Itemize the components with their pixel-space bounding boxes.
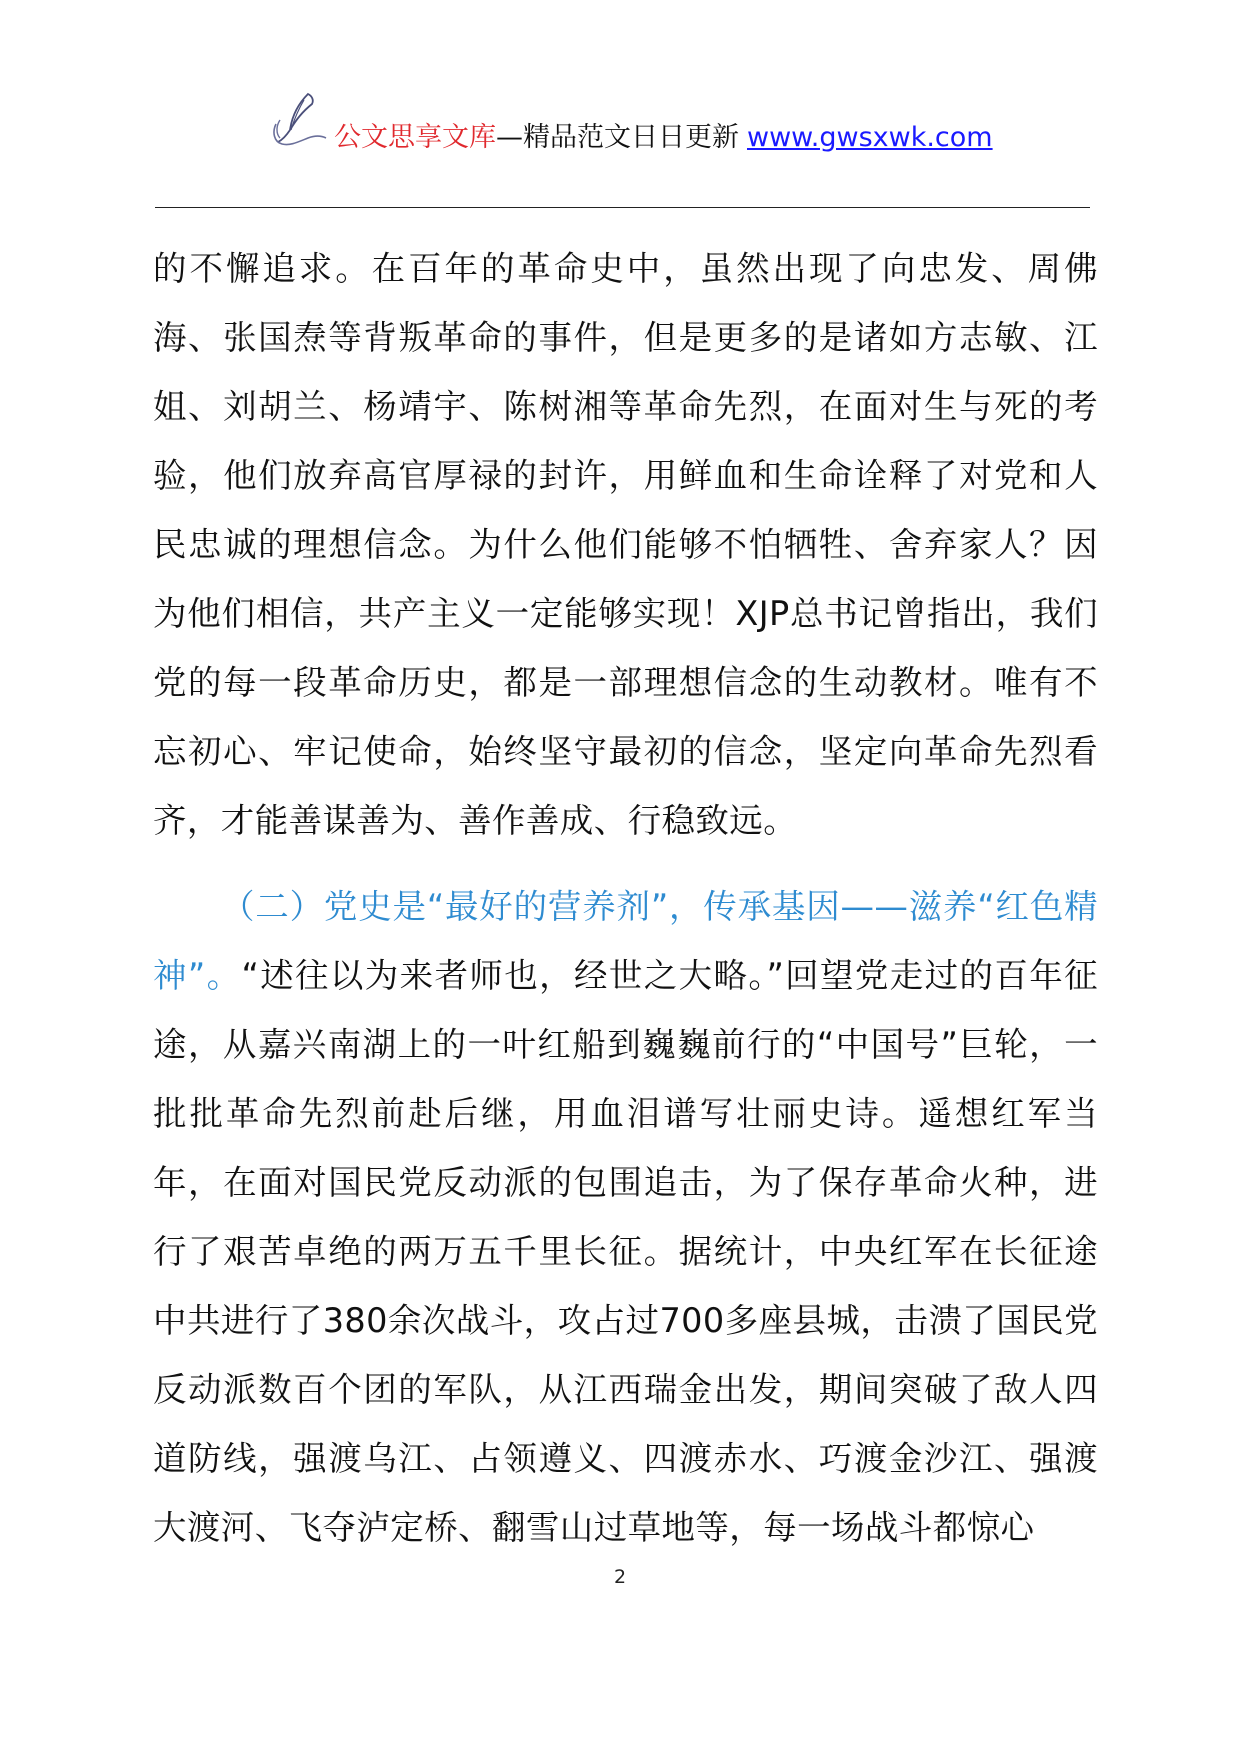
- brand-name: 公文思享文库: [334, 122, 496, 153]
- paragraph-2: [153, 872, 1098, 1562]
- paragraph-1: 的不懈追求。在百年的革命史中，虽然出现了向忠发、周佛海、张国焘等背叛革命的事件，但是更多的是诸如方志敏、江姐、刘胡兰、杨靖宇、陈树湘等革命先烈，在面对生与死的考验，他们放弃高官厚禄的封许，用鲜血和生命诠释了对党和人民忠诚的理想信念。为什么他们能够不怕牺牲、舍弃家人？因为他们相信，共产主义一定能够实现！XJP总书记曾指出，我们党的每一段革命历史，都是一部理想信念的生动教材。唯有不忘初心、牢记使命，始终坚守最初的信念，坚定向革命先烈看齐，才能善谋善为、善作善成、行稳致远。: [153, 249, 1098, 840]
- paragraph-2-text: “述往以为来者师也，经世之大略。”回望党走过的百年征途，从嘉兴南湖上的一叶红船到巍巍前行的“中国号”巨轮，一批批革命先烈前赴后继，用血泪谱写壮丽史诗。遥想红军当年，在面对国民党反动派的包围追击，为了保存革命火种，进行了艰苦卓绝的两万五千里长征。据统计，中央红军在长征途中共进行了380余次战斗，攻占过700多座县城，击溃了国民党反动派数百个团的军队，从江西瑞金出发，期间突破了敌人四道防线，强渡乌江、占领遵义、四渡赤水、巧渡金沙江、强渡大渡河、飞夺泸定桥、翻雪山过草地等，每一场战斗都惊心: [153, 956, 1099, 1547]
- page-header: [0, 84, 1240, 164]
- slogan: —精品范文日日更新: [496, 122, 739, 153]
- page-number: 2: [613, 1566, 627, 1588]
- document-body: [153, 234, 1098, 1562]
- header-divider: [155, 207, 1090, 208]
- site-link[interactable]: www.gwsxwk.com: [747, 122, 993, 153]
- section-heading: （二）党史是“最好的营养剂”，传承基因——滋养“红色精神”。: [153, 887, 1098, 995]
- quill-pen-icon: [268, 90, 330, 152]
- header-line: [334, 122, 993, 154]
